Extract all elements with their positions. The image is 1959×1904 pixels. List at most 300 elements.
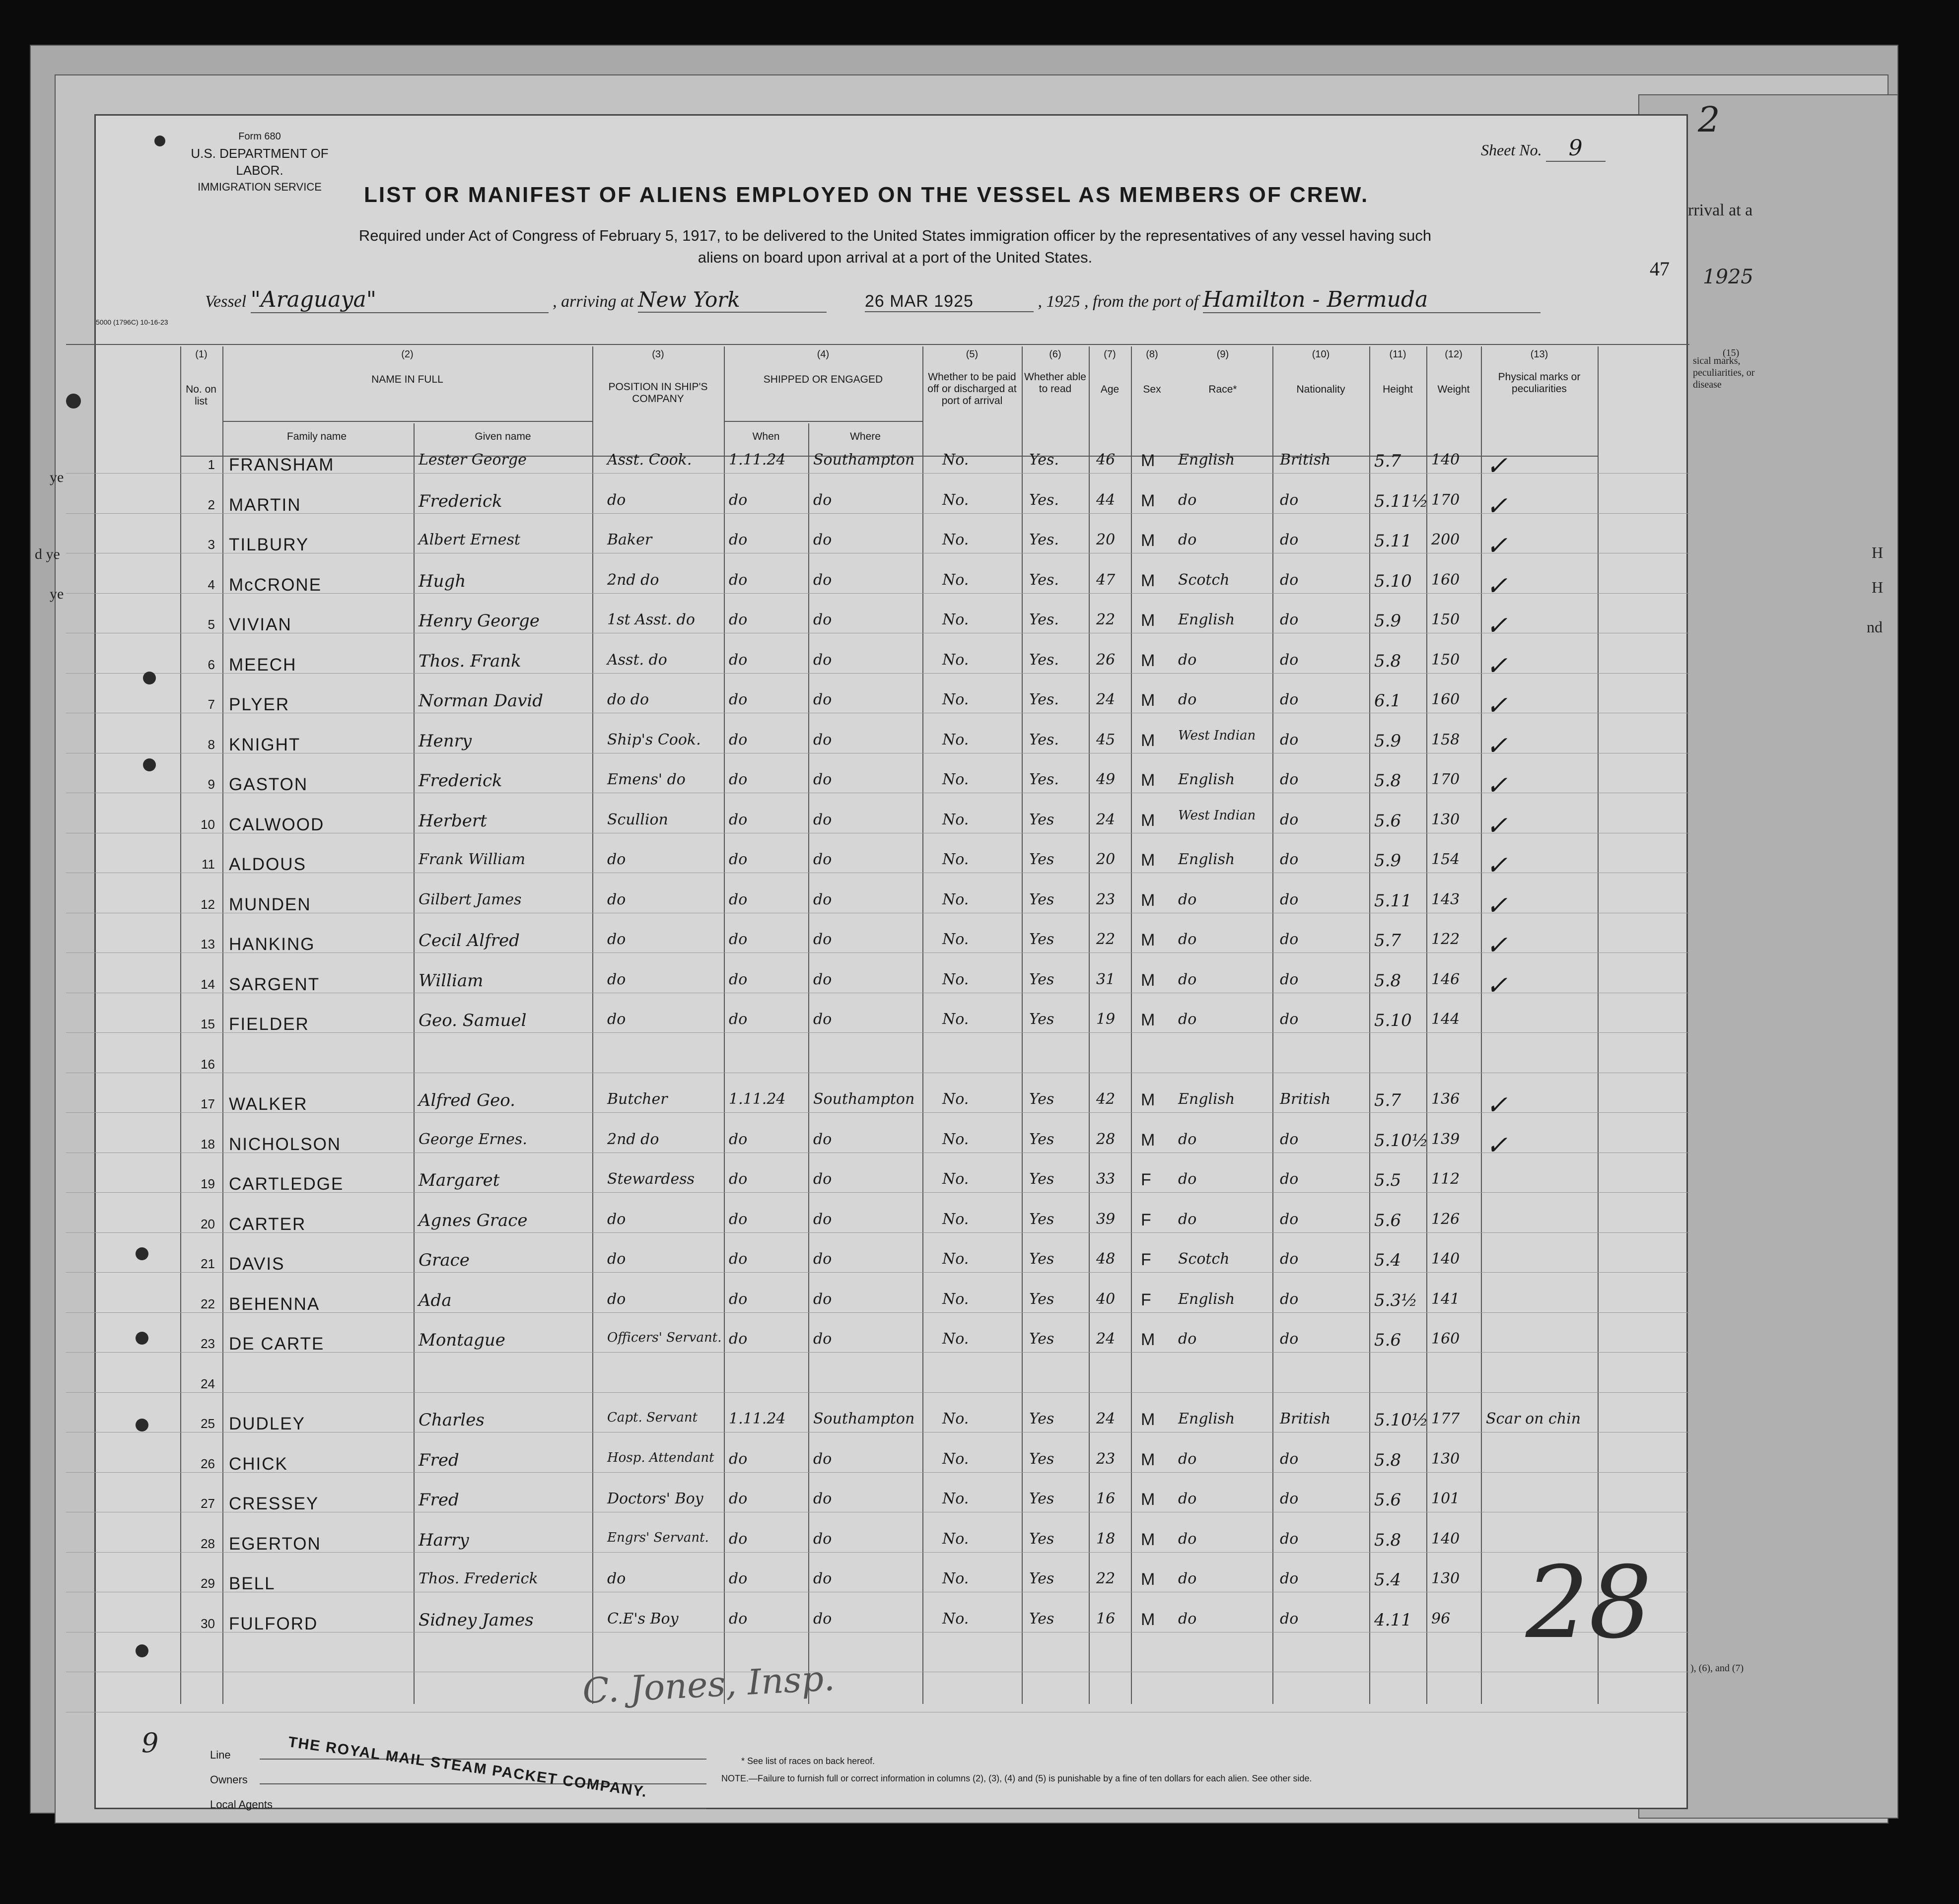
- position: 2nd do: [607, 1130, 659, 1148]
- row-number: 25: [201, 1416, 215, 1431]
- age: 18: [1096, 1530, 1116, 1548]
- col-num-6: (6): [1049, 349, 1061, 360]
- weight: 144: [1431, 1011, 1460, 1028]
- able-to-read: Yes.: [1029, 571, 1059, 589]
- shipped-where: do: [813, 771, 832, 788]
- paid-off: No.: [942, 811, 969, 828]
- sex: M: [1141, 1090, 1155, 1109]
- race: Scotch: [1178, 571, 1230, 589]
- shipped-when: do: [729, 1250, 748, 1268]
- nationality: do: [1280, 691, 1299, 708]
- able-to-read: Yes: [1029, 890, 1054, 908]
- family-name: EGERTON: [229, 1534, 321, 1554]
- sex: M: [1141, 651, 1155, 670]
- row-number: 3: [208, 537, 215, 552]
- nationality: do: [1280, 571, 1299, 589]
- table-row: [96, 808, 1684, 848]
- page-note: 47: [1650, 258, 1670, 280]
- shipped-where: do: [813, 931, 832, 948]
- paid-off: No.: [942, 1490, 969, 1507]
- family-name: DE CARTE: [229, 1334, 325, 1354]
- age: 47: [1096, 571, 1116, 589]
- position: C.E's Boy: [607, 1610, 679, 1628]
- table-row: [96, 1048, 1684, 1088]
- shipped-where: do: [813, 691, 832, 708]
- page-title: LIST OR MANIFEST OF ALIENS EMPLOYED ON THE VESSEL AS MEMBERS OF CREW.: [364, 183, 1369, 207]
- header-nationality: Nationality: [1296, 384, 1345, 395]
- nationality: do: [1280, 1530, 1299, 1548]
- shipped-when: do: [729, 1290, 748, 1308]
- nationality: do: [1280, 1330, 1299, 1348]
- family-name: TILBURY: [229, 535, 309, 554]
- age: 24: [1096, 1330, 1116, 1348]
- physical-marks: ✓: [1486, 611, 1508, 641]
- paid-off: No.: [942, 1330, 969, 1348]
- row-number: 4: [208, 577, 215, 592]
- height: 5.8: [1374, 970, 1401, 991]
- row-number: 21: [201, 1256, 215, 1271]
- physical-marks: ✓: [1486, 1090, 1508, 1120]
- header-physical-marks: Physical marks or peculiarities: [1498, 371, 1581, 395]
- col-num-5: (5): [966, 349, 979, 360]
- age: 16: [1096, 1610, 1116, 1628]
- able-to-read: Yes.: [1029, 611, 1059, 628]
- header-no-on-list: No. on list: [186, 384, 216, 407]
- shipped-where: Southampton: [813, 451, 915, 469]
- total-count: 28: [1526, 1545, 1652, 1661]
- shipped-when: do: [729, 531, 748, 548]
- race: do: [1178, 1011, 1197, 1028]
- weight: 177: [1431, 1410, 1460, 1428]
- race: English: [1178, 611, 1235, 628]
- position: do: [607, 851, 626, 868]
- age: 23: [1096, 890, 1116, 908]
- subtitle: [170, 225, 1620, 269]
- given-name: Fred: [419, 1490, 459, 1510]
- able-to-read: Yes: [1029, 1130, 1054, 1148]
- form-header: [170, 128, 349, 196]
- nationality: British: [1280, 1410, 1331, 1428]
- row-number: 20: [201, 1216, 215, 1231]
- nationality: do: [1280, 851, 1299, 868]
- col-num-8: (8): [1146, 349, 1158, 360]
- age: 45: [1096, 731, 1116, 748]
- header-position: POSITION IN SHIP'S COMPANY: [608, 381, 708, 405]
- shipped-when: do: [729, 1610, 748, 1628]
- family-name: FRANSHAM: [229, 455, 335, 475]
- position: do: [607, 491, 626, 509]
- paid-off: No.: [942, 1210, 969, 1228]
- position: do: [607, 970, 626, 988]
- family-name: DUDLEY: [229, 1414, 305, 1433]
- sex: M: [1141, 691, 1155, 710]
- shipped-when: do: [729, 1530, 748, 1548]
- able-to-read: Yes: [1029, 1170, 1054, 1188]
- header-sex: Sex: [1143, 384, 1161, 395]
- shipped-where: do: [813, 1490, 832, 1507]
- nationality: do: [1280, 651, 1299, 669]
- race: do: [1178, 1530, 1197, 1548]
- height: 5.6: [1374, 811, 1401, 831]
- nationality: do: [1280, 611, 1299, 628]
- paid-off: No.: [942, 491, 969, 509]
- weight: 170: [1431, 491, 1460, 509]
- row-number: 8: [208, 737, 215, 752]
- nationality: do: [1280, 491, 1299, 509]
- shipped-where: do: [813, 890, 832, 908]
- able-to-read: Yes: [1029, 1011, 1054, 1028]
- sex: M: [1141, 931, 1155, 950]
- shipped-where: Southampton: [813, 1090, 915, 1108]
- row-number: 28: [201, 1536, 215, 1551]
- weight: 126: [1431, 1210, 1460, 1228]
- paid-off: No.: [942, 1011, 969, 1028]
- given-name: Henry George: [419, 611, 540, 631]
- back-letter-1: H: [1872, 544, 1884, 561]
- height: 5.9: [1374, 851, 1401, 871]
- physical-marks: ✓: [1486, 491, 1508, 521]
- header-family-name: Family name: [286, 431, 347, 442]
- table-row: [96, 1128, 1684, 1168]
- family-name: KNIGHT: [229, 735, 301, 754]
- height: 5.11: [1374, 531, 1412, 551]
- sex: M: [1141, 611, 1155, 630]
- shipped-where: Southampton: [813, 1410, 915, 1428]
- shipped-when: do: [729, 571, 748, 589]
- given-name: Lester George: [419, 451, 527, 469]
- paid-off: No.: [942, 571, 969, 589]
- nationality: do: [1280, 1290, 1299, 1308]
- given-name: Alfred Geo.: [419, 1090, 515, 1110]
- physical-marks: ✓: [1486, 811, 1508, 841]
- shipped-when: do: [729, 491, 748, 509]
- position: 1st Asst. do: [607, 611, 695, 628]
- vessel-label: Vessel: [205, 292, 247, 311]
- table-row: [96, 1487, 1684, 1527]
- position: do: [607, 1290, 626, 1308]
- department: U.S. DEPARTMENT OF LABOR.: [191, 146, 329, 178]
- paid-off: No.: [942, 611, 969, 628]
- shipped-where: do: [813, 1250, 832, 1268]
- race: do: [1178, 931, 1197, 948]
- row-number: 9: [208, 777, 215, 792]
- subtitle-line-1: Required under Act of Congress of February 5, 1917, to be delivered to the United States immigration officer by the representatives of any vessel having such: [358, 227, 1432, 244]
- sex: M: [1141, 1011, 1155, 1029]
- race: do: [1178, 1450, 1197, 1468]
- height: 5.6: [1374, 1210, 1401, 1230]
- nationality: do: [1280, 1011, 1299, 1028]
- shipped-when: 1.11.24: [729, 1090, 786, 1108]
- shipped-where: do: [813, 811, 832, 828]
- weight: 136: [1431, 1090, 1460, 1108]
- sex: F: [1141, 1290, 1151, 1309]
- paid-off: No.: [942, 1410, 969, 1428]
- shipped-where: do: [813, 1330, 832, 1348]
- family-name: WALKER: [229, 1094, 308, 1114]
- position: Engrs' Servant.: [607, 1530, 709, 1545]
- paid-off: No.: [942, 1530, 969, 1548]
- header-shipped-engaged: SHIPPED OR ENGAGED: [763, 374, 883, 385]
- shipped-when: do: [729, 1130, 748, 1148]
- table-row: [96, 1288, 1684, 1328]
- age: 16: [1096, 1490, 1116, 1507]
- arrival-date-stamp: 26 MAR 1925: [865, 292, 1034, 312]
- col-num-11: (11): [1389, 349, 1406, 360]
- owners-label: Owners: [210, 1773, 248, 1786]
- shipped-when: do: [729, 771, 748, 788]
- shipped-where: do: [813, 1210, 832, 1228]
- position: Ship's Cook.: [607, 731, 701, 748]
- paid-off: No.: [942, 451, 969, 469]
- weight: 130: [1431, 1450, 1460, 1468]
- col-num-2: (2): [401, 349, 414, 360]
- able-to-read: Yes.: [1029, 731, 1059, 748]
- table-row: [96, 1527, 1684, 1567]
- shipped-when: do: [729, 931, 748, 948]
- race: Scotch: [1178, 1250, 1230, 1268]
- height: 4.11: [1374, 1610, 1412, 1630]
- sex: M: [1141, 731, 1155, 750]
- given-name: Geo. Samuel: [419, 1011, 527, 1030]
- sex: M: [1141, 811, 1155, 830]
- sex: F: [1141, 1170, 1151, 1189]
- sex: M: [1141, 1130, 1155, 1150]
- shipped-when: do: [729, 1570, 748, 1587]
- col-num-10: (10): [1312, 349, 1330, 360]
- age: 20: [1096, 531, 1116, 548]
- family-name: BEHENNA: [229, 1294, 320, 1314]
- weight: 112: [1431, 1170, 1460, 1188]
- family-name: MUNDEN: [229, 894, 311, 914]
- age: 31: [1096, 970, 1116, 988]
- given-name: Frank William: [419, 851, 526, 868]
- table-row: [96, 728, 1684, 768]
- back-year-fragment: 1925: [1703, 266, 1753, 288]
- height: 5.8: [1374, 651, 1401, 671]
- physical-marks: ✓: [1486, 731, 1508, 761]
- given-name: Frederick: [419, 771, 502, 791]
- given-name: Montague: [419, 1330, 505, 1350]
- position: Scullion: [607, 811, 668, 828]
- sex: M: [1141, 890, 1155, 910]
- table-row: [96, 1367, 1684, 1408]
- nationality: do: [1280, 1570, 1299, 1587]
- nationality: do: [1280, 771, 1299, 788]
- position: do: [607, 1250, 626, 1268]
- weight: 150: [1431, 651, 1460, 669]
- weight: 96: [1431, 1610, 1451, 1628]
- family-name: CARTER: [229, 1214, 306, 1234]
- able-to-read: Yes: [1029, 1090, 1054, 1108]
- shipped-where: do: [813, 1450, 832, 1468]
- paid-off: No.: [942, 851, 969, 868]
- physical-marks: Scar on chin: [1486, 1410, 1581, 1428]
- given-name: Norman David: [419, 691, 544, 711]
- given-name: Herbert: [419, 811, 487, 831]
- row-number: 17: [201, 1096, 215, 1111]
- position: Officers' Servant.: [607, 1330, 722, 1345]
- header-weight: Weight: [1437, 384, 1470, 395]
- year-label: , 1925: [1038, 292, 1080, 311]
- race: do: [1178, 1330, 1197, 1348]
- col-num-9: (9): [1216, 349, 1229, 360]
- row-number: 1: [208, 457, 215, 472]
- sex: M: [1141, 531, 1155, 550]
- paid-off: No.: [942, 1250, 969, 1268]
- age: 20: [1096, 851, 1116, 868]
- back-letter-2: H: [1872, 578, 1884, 596]
- row-number: 30: [201, 1616, 215, 1631]
- height: 5.10½: [1374, 1130, 1428, 1151]
- family-name: HANKING: [229, 935, 315, 954]
- weight: 146: [1431, 970, 1460, 988]
- height: 5.4: [1374, 1570, 1401, 1590]
- row-number: 26: [201, 1456, 215, 1471]
- physical-marks: ✓: [1486, 771, 1508, 801]
- sex: M: [1141, 1450, 1155, 1469]
- table-row: [96, 488, 1684, 529]
- table-row: [96, 1327, 1684, 1367]
- family-name: DAVIS: [229, 1254, 285, 1274]
- nationality: British: [1280, 1090, 1331, 1108]
- manifest-page: [94, 114, 1688, 1809]
- age: 23: [1096, 1450, 1116, 1468]
- hole-punch: [136, 1644, 148, 1657]
- shipped-where: do: [813, 851, 832, 868]
- weight: 141: [1431, 1290, 1460, 1308]
- race: do: [1178, 1170, 1197, 1188]
- shipped-when: do: [729, 611, 748, 628]
- header-able-read: Whether able to read: [1024, 371, 1086, 395]
- nationality: do: [1280, 931, 1299, 948]
- age: 26: [1096, 651, 1116, 669]
- sex: M: [1141, 451, 1155, 470]
- sex: F: [1141, 1250, 1151, 1269]
- age: 19: [1096, 1011, 1116, 1028]
- back-marks-header: sical marks, peculiarities, or disease: [1693, 355, 1755, 390]
- race: West Indian: [1178, 808, 1256, 823]
- age: 33: [1096, 1170, 1116, 1188]
- position: Capt. Servant: [607, 1410, 698, 1425]
- paid-off: No.: [942, 890, 969, 908]
- family-name: CALWOOD: [229, 815, 325, 834]
- table-row: [96, 1447, 1684, 1488]
- able-to-read: Yes.: [1029, 451, 1059, 469]
- race: English: [1178, 451, 1235, 469]
- shipped-when: do: [729, 890, 748, 908]
- position: do: [607, 931, 626, 948]
- race: do: [1178, 1570, 1197, 1587]
- table-row: [96, 448, 1684, 488]
- hole-punch: [143, 758, 156, 771]
- given-name: Harry: [419, 1530, 469, 1550]
- race: do: [1178, 890, 1197, 908]
- table-row: [96, 568, 1684, 609]
- family-name: FULFORD: [229, 1614, 318, 1633]
- shipped-where: do: [813, 1290, 832, 1308]
- table-row: [96, 848, 1684, 888]
- physical-marks: ✓: [1486, 1130, 1508, 1160]
- paid-off: No.: [942, 931, 969, 948]
- position: Butcher: [607, 1090, 668, 1108]
- age: 22: [1096, 931, 1116, 948]
- able-to-read: Yes: [1029, 970, 1054, 988]
- hole-punch: [136, 1419, 148, 1431]
- race: do: [1178, 1610, 1197, 1628]
- paid-off: No.: [942, 531, 969, 548]
- shipped-when: do: [729, 1330, 748, 1348]
- row-number: 2: [208, 497, 215, 512]
- table-row: [96, 608, 1684, 648]
- print-code: 5000 (1796C) 10-16-23: [96, 318, 168, 326]
- position: 2nd do: [607, 571, 659, 589]
- family-name: GASTON: [229, 775, 308, 794]
- shipped-where: do: [813, 1610, 832, 1628]
- nationality: do: [1280, 890, 1299, 908]
- race: English: [1178, 1290, 1235, 1308]
- row-number: 24: [201, 1376, 215, 1391]
- physical-marks: ✓: [1486, 651, 1508, 681]
- weight: 122: [1431, 931, 1460, 948]
- family-name: VIVIAN: [229, 615, 292, 634]
- race: do: [1178, 691, 1197, 708]
- height: 5.10½: [1374, 1410, 1428, 1430]
- given-name: William: [419, 970, 484, 991]
- paid-off: No.: [942, 1290, 969, 1308]
- table-row: [96, 688, 1684, 728]
- shipped-when: do: [729, 1170, 748, 1188]
- nationality: do: [1280, 1490, 1299, 1507]
- shipped-where: do: [813, 1011, 832, 1028]
- back-left-3: ye: [50, 586, 64, 602]
- hole-punch: [143, 672, 156, 684]
- physical-marks: ✓: [1486, 691, 1508, 721]
- given-name: Frederick: [419, 491, 502, 511]
- able-to-read: Yes: [1029, 1410, 1054, 1428]
- shipped-when: do: [729, 1490, 748, 1507]
- col-num-4: (4): [817, 349, 830, 360]
- sex: M: [1141, 970, 1155, 990]
- family-name: BELL: [229, 1574, 276, 1593]
- row-number: 13: [201, 937, 215, 952]
- paid-off: No.: [942, 1130, 969, 1148]
- able-to-read: Yes.: [1029, 771, 1059, 788]
- height: 5.9: [1374, 731, 1401, 751]
- age: 39: [1096, 1210, 1116, 1228]
- shipped-when: 1.11.24: [729, 451, 786, 469]
- nationality: do: [1280, 970, 1299, 988]
- weight: 139: [1431, 1130, 1460, 1148]
- family-name: CHICK: [229, 1454, 288, 1474]
- table-row: [96, 928, 1684, 968]
- shipped-where: do: [813, 651, 832, 669]
- corner-punch: [154, 136, 165, 146]
- row-number: 19: [201, 1176, 215, 1191]
- weight: 160: [1431, 571, 1460, 589]
- header-paid-off: Whether to be paid off or discharged at port of arrival: [927, 371, 1017, 407]
- header-age: Age: [1100, 384, 1119, 395]
- able-to-read: Yes: [1029, 1290, 1054, 1308]
- back-arrival-fragment: rrival at a: [1688, 201, 1753, 219]
- arriving-at: New York: [638, 287, 827, 313]
- age: 24: [1096, 811, 1116, 828]
- height: 5.8: [1374, 771, 1401, 791]
- table-row: [96, 648, 1684, 688]
- local-agents-label: Local Agents: [210, 1798, 273, 1811]
- vessel-line: [205, 287, 1540, 313]
- vessel-name: "Araguaya": [251, 287, 549, 313]
- sex: M: [1141, 1610, 1155, 1629]
